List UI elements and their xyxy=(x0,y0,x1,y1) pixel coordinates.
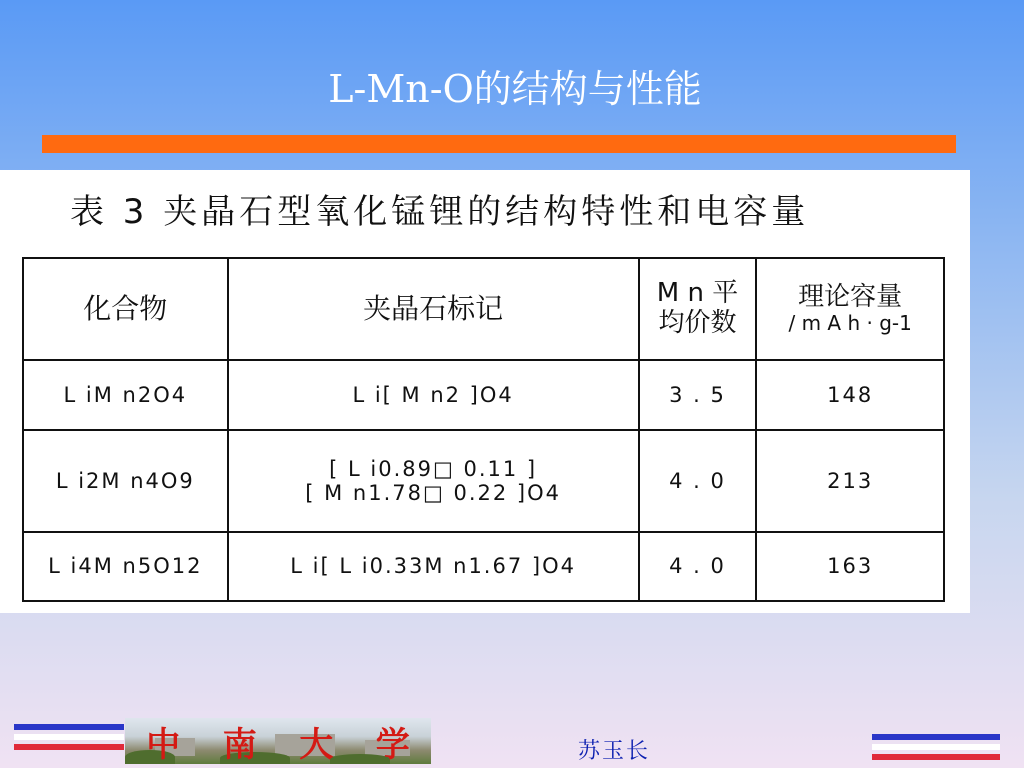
cell-spinel-line: L i[ M n2 ]O4 xyxy=(352,382,514,407)
cell-capacity: 148 xyxy=(756,360,944,430)
cell-valence: 3 . 5 xyxy=(639,360,757,430)
slide-footer xyxy=(0,712,1024,768)
cell-spinel-line: [ L i0.89□ 0.11 ] xyxy=(329,456,538,481)
table-row xyxy=(23,532,944,601)
header-capacity xyxy=(756,258,944,360)
logo-char: 学 xyxy=(375,724,410,764)
cell-capacity: 213 xyxy=(756,430,944,532)
header-capacity-line2: / m A h · g-1 xyxy=(788,311,912,336)
table-row xyxy=(23,430,944,532)
table-row xyxy=(23,360,944,430)
cell-spinel-notation xyxy=(228,430,639,532)
cell-spinel-line: [ M n1.78□ 0.22 ]O4 xyxy=(305,481,562,505)
logo-char: 南 xyxy=(222,724,257,764)
left-stripes-decoration xyxy=(14,724,124,754)
cell-valence: 4 . 0 xyxy=(639,430,757,532)
logo-char: 中 xyxy=(146,724,181,764)
header-spinel-notation: 夹晶石标记 xyxy=(228,258,639,360)
author-name: 苏玉长 xyxy=(578,739,651,764)
header-mn-valence-line1: M n 平 xyxy=(656,278,739,309)
cell-spinel-notation xyxy=(228,360,639,430)
header-compound: 化合物 xyxy=(23,258,228,360)
slide-title: L-Mn-O的结构与性能 xyxy=(328,67,702,111)
table-header-row xyxy=(23,258,944,360)
cell-spinel-line: L i[ L i0.33M n1.67 ]O4 xyxy=(290,554,576,579)
header-capacity-line1: 理论容量 xyxy=(798,281,903,312)
title-underline-bar xyxy=(42,135,956,153)
cell-capacity: 163 xyxy=(756,532,944,601)
university-name-logo xyxy=(125,718,431,764)
header-mn-valence xyxy=(639,258,757,360)
university-logo-banner xyxy=(125,718,431,764)
table-caption: 表 3 夹晶石型氧化锰锂的结构特性和电容量 xyxy=(70,192,810,232)
logo-char: 大 xyxy=(299,724,334,764)
header-mn-valence-line2: 均价数 xyxy=(658,308,737,338)
cell-compound: L i4M n5O12 xyxy=(23,532,228,601)
cell-compound: L i2M n4O9 xyxy=(23,430,228,532)
cell-compound: L iM n2O4 xyxy=(23,360,228,430)
cell-spinel-notation xyxy=(228,532,639,601)
table-image-panel xyxy=(0,170,970,613)
right-stripes-decoration xyxy=(872,734,1000,764)
cell-valence: 4 . 0 xyxy=(639,532,757,601)
spinel-properties-table xyxy=(22,257,945,602)
